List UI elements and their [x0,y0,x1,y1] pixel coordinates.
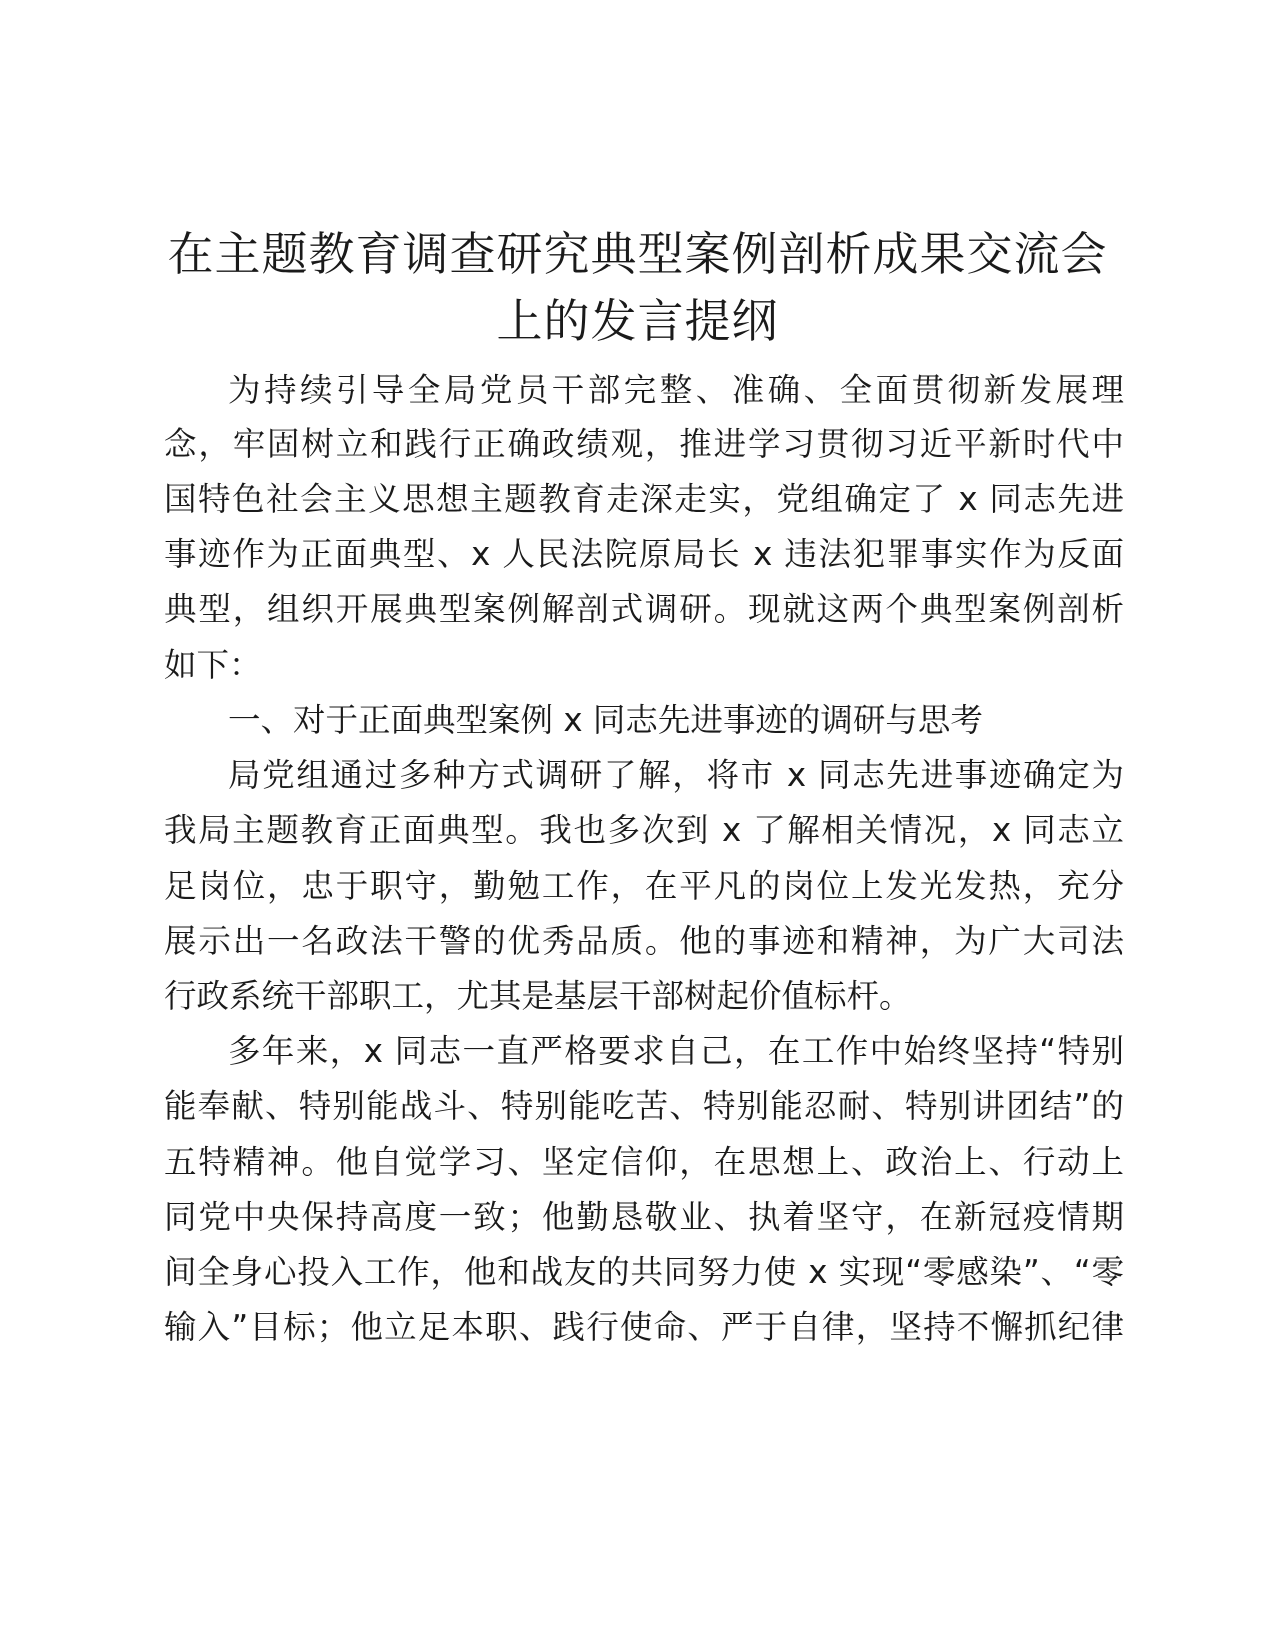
document-title-line-1: 在主题教育调查研究典型案例剖析成果交流会 [167,227,1108,281]
paragraph-line: 足岗位，忠于职守，勤勉工作，在平凡的岗位上发光发热，充分 [164,867,1124,905]
paragraph-line: 我局主题教育正面典型。我也多次到 x 了解相关情况，x 同志立 [164,811,1124,849]
paragraph-line: 局党组通过多种方式调研了解，将市 x 同志先进事迹确定为 [228,756,1124,794]
paragraph-line: 间全身心投入工作，他和战友的共同努力使 x 实现“零感染”、“零 [164,1253,1124,1291]
paragraph-line: 如下： [164,646,262,684]
section-heading: 一、对于正面典型案例 x 同志先进事迹的调研与思考 [228,701,983,739]
paragraph-line: 念，牢固树立和践行正确政绩观，推进学习贯彻习近平新时代中 [164,425,1124,463]
paragraph-line: 典型，组织开展典型案例解剖式调研。现就这两个典型案例剖析 [164,590,1124,628]
paragraph-line: 国特色社会主义思想主题教育走深走实，党组确定了 x 同志先进 [164,480,1124,518]
paragraph-line: 同党中央保持高度一致；他勤恳敬业、执着坚守，在新冠疫情期 [164,1198,1124,1236]
paragraph-line: 为持续引导全局党员干部完整、准确、全面贯彻新发展理 [228,371,1124,409]
paragraph-line: 能奉献、特别能战斗、特别能吃苦、特别能忍耐、特别讲团结”的 [164,1087,1124,1125]
document-title-line-2: 上的发言提纲 [496,294,779,348]
paragraph-line: 五特精神。他自觉学习、坚定信仰，在思想上、政治上、行动上 [164,1143,1124,1181]
paragraph-line: 输入”目标；他立足本职、践行使命、严于自律，坚持不懈抓纪律 [164,1308,1124,1346]
paragraph-line: 多年来，x 同志一直严格要求自己，在工作中始终坚持“特别 [228,1032,1124,1070]
paragraph-line: 展示出一名政法干警的优秀品质。他的事迹和精神，为广大司法 [164,922,1124,960]
paragraph-line: 事迹作为正面典型、x 人民法院原局长 x 违法犯罪事实作为反面 [164,535,1124,573]
paragraph-line: 行政系统干部职工，尤其是基层干部树起价值标杆。 [164,977,912,1015]
